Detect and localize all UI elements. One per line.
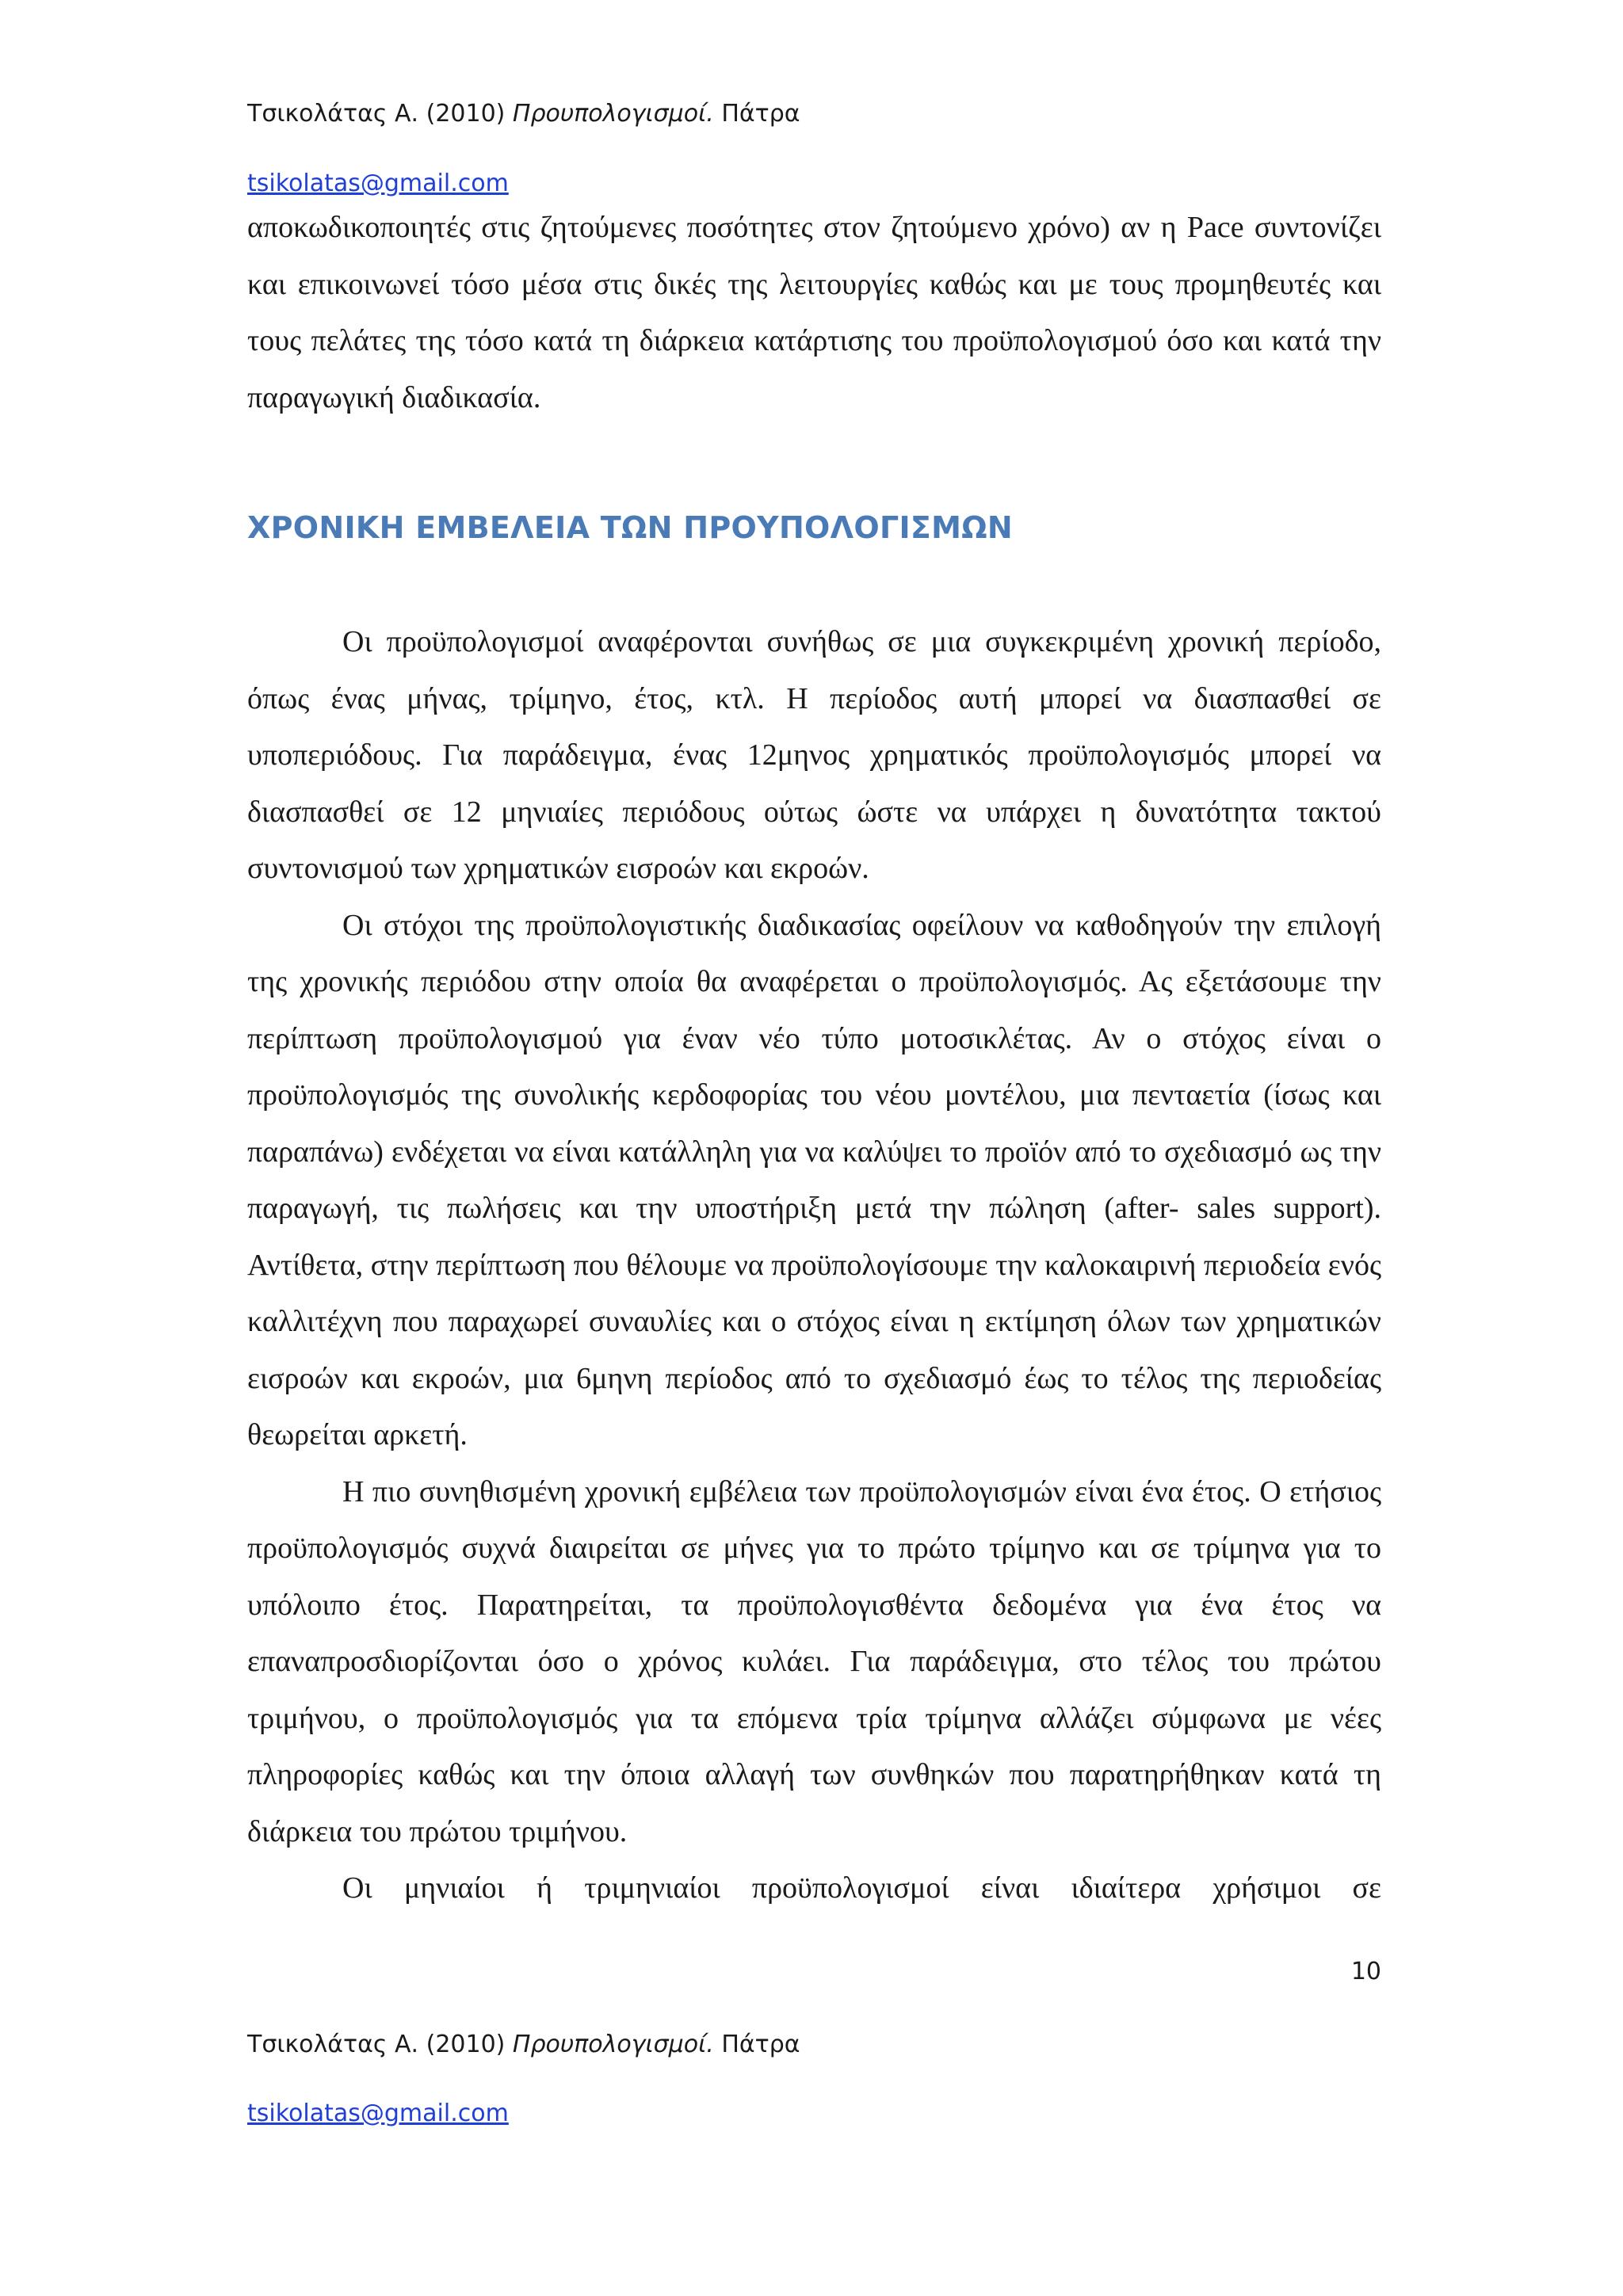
footer-city: Πάτρα [713, 2031, 800, 2058]
header-citation [247, 100, 800, 128]
footer-title: Προυπολογισμοί. [512, 2031, 714, 2058]
section-heading: ΧΡΟΝΙΚΗ ΕΜΒΕΛΕΙΑ ΤΩΝ ΠΡΟΥΠΟΛΟΓΙΣΜΩΝ [247, 510, 1013, 545]
paragraph-1: Οι προϋπολογισμοί αναφέρονται συνήθως σε μια συγκεκριμένη χρονική περίοδο, όπως ένας μήνας, τρίμηνο, έτος, κτλ. Η περίοδος αυτή μπορεί να διασπασθεί σε υποπεριόδους. Για παράδειγμα, ένας 12μηνος χρηματικός προϋπολογισμός μπορεί να διασπασθεί σε 12 μηνιαίες περιόδους ούτως ώστε να υπάρχει η δυνατότητα τακτού συντονισμού των χρηματικών εισροών και εκροών. [247, 625, 1381, 885]
intro-paragraph-block [247, 200, 1381, 426]
header-author-year: Τσικολάτας Α. (2010) [247, 100, 513, 128]
paragraph-4: Οι μηνιαίοι ή τριμηνιαίοι προϋπολογισμοί είναι ιδιαίτερα χρήσιμοι σε [342, 1871, 1381, 1905]
header-email-link[interactable]: tsikolatas@gmail.com [247, 170, 509, 197]
intro-paragraph: αποκωδικοποιητές στις ζητούμενες ποσότητες στον ζητούμενο χρόνο) αν η Pace συντονίζει και επικοινωνεί τόσο μέσα στις δικές της λειτουργίες καθώς και με τους προμηθευτές και τους πελάτες της τόσο κατά τη διάρκεια κατάρτισης του προϋπολογισμού όσο και κατά την παραγωγική διαδικασία. [247, 211, 1381, 414]
footer-author-year: Τσικολάτας Α. (2010) [247, 2031, 513, 2058]
paragraph-2: Οι στόχοι της προϋπολογιστικής διαδικασίας οφείλουν να καθοδηγούν την επιλογή της χρονικής περιόδου στην οποία θα αναφέρεται ο προϋπολογισμός. Ας εξετάσουμε την περίπτωση προϋπολογισμού για έναν νέο τύπο μοτοσικλέτας. Αν ο στόχος είναι ο προϋπολογισμός της συνολικής κερδοφορίας του νέου μοντέλου, μια πενταετία (ίσως και παραπάνω) ενδέχεται να είναι κατάλληλη για να καλύψει το προϊόν από το σχεδιασμό ως την παραγωγή, τις πωλήσεις και την υποστήριξη μετά την πώληση (after- sales support). Αντίθετα, στην περίπτωση που θέλουμε να προϋπολογίσουμε την καλοκαιρινή περιοδεία ενός καλλιτέχνη που παραχωρεί συναυλίες και ο στόχος είναι η εκτίμηση όλων των χρηματικών εισροών και εκροών, μια 6μηνη περίοδος από το σχεδιασμό έως το τέλος της περιοδείας θεωρείται αρκετή. [247, 908, 1381, 1451]
header-city: Πάτρα [713, 100, 800, 128]
header-title: Προυπολογισμοί. [512, 100, 714, 128]
footer-email-link[interactable]: tsikolatas@gmail.com [247, 2100, 509, 2127]
page-number: 10 [1350, 1958, 1381, 1985]
main-text-block [247, 614, 1381, 1917]
paragraph-3: Η πιο συνηθισμένη χρονική εμβέλεια των προϋπολογισμών είναι ένα έτος. Ο ετήσιος προϋπολογισμός συχνά διαιρείται σε μήνες για το πρώτο τρίμηνο και σε τρίμηνα για το υπόλοιπο έτος. Παρατηρείται, τα προϋπολογισθέντα δεδομένα για ένα έτος να επαναπροσδιορίζονται όσο ο χρόνος κυλάει. Για παράδειγμα, στο τέλος του πρώτου τριμήνου, ο προϋπολογισμός για τα επόμενα τρία τρίμηνα αλλάζει σύμφωνα με νέες πληροφορίες καθώς και την όποια αλλαγή των συνθηκών που παρατηρήθηκαν κατά τη διάρκεια του πρώτου τριμήνου. [247, 1474, 1381, 1848]
footer-citation [247, 2031, 800, 2058]
